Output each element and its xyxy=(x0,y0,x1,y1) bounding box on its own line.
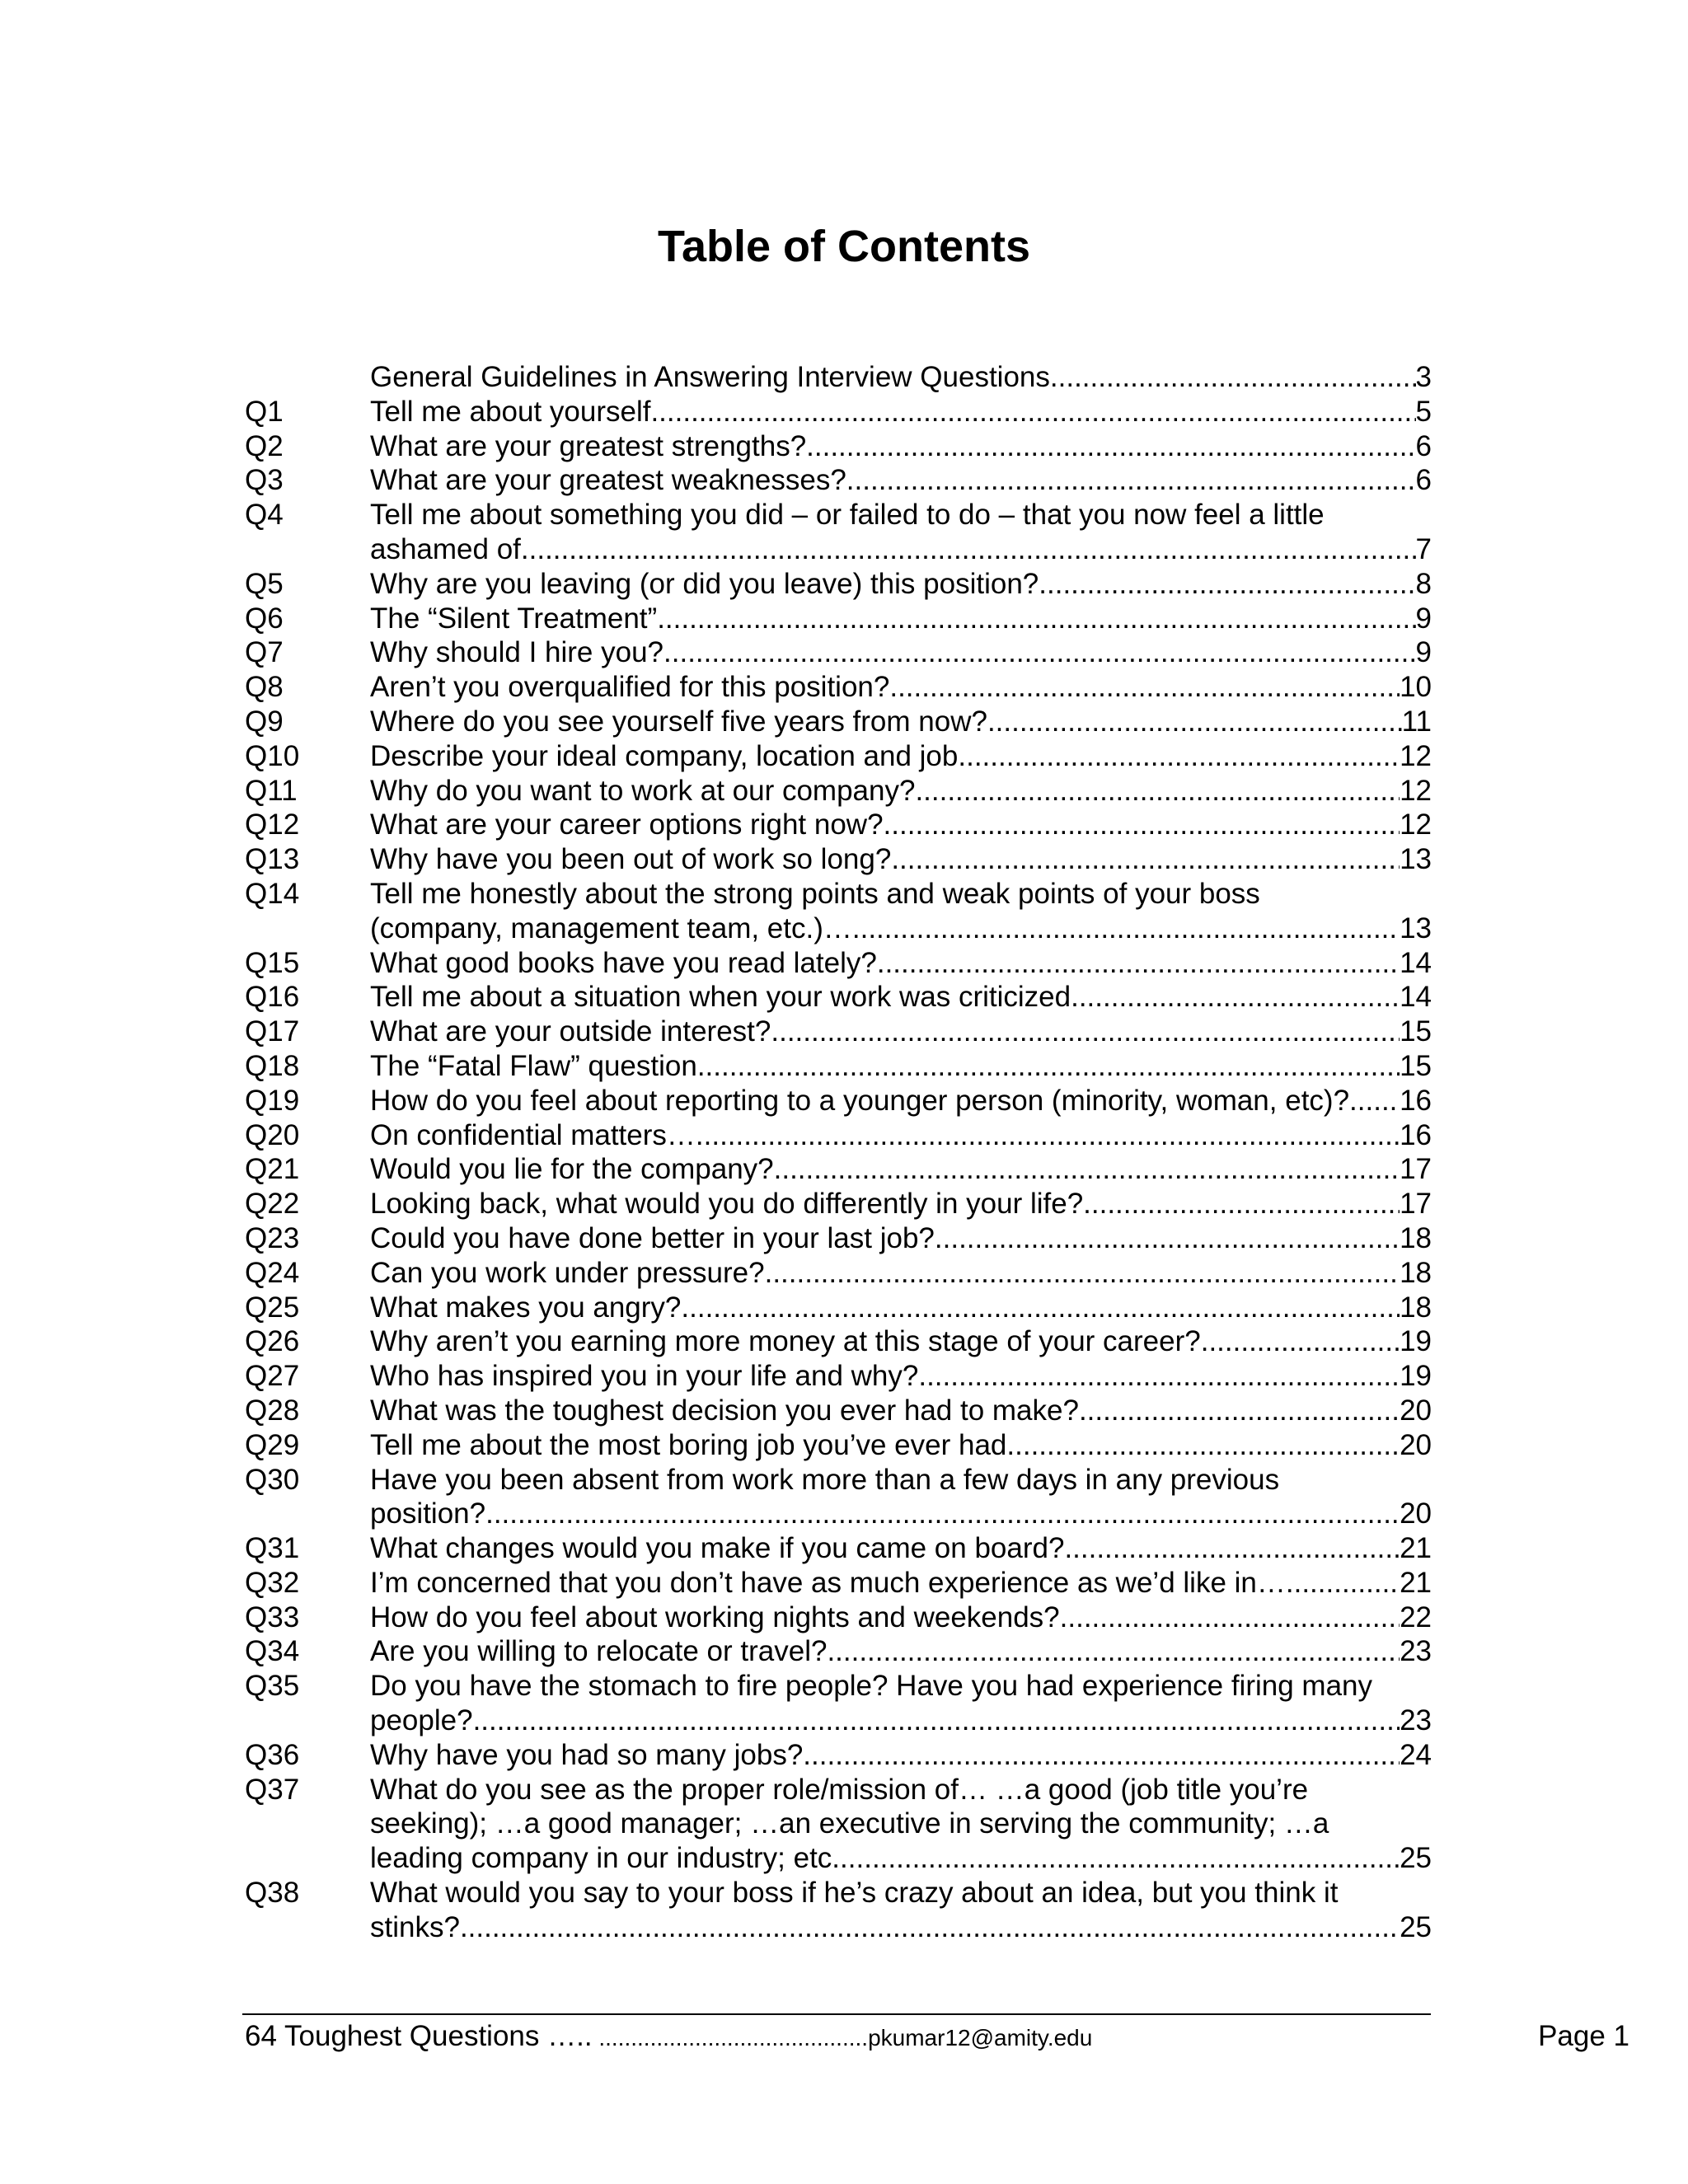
toc-dot-leader xyxy=(987,705,1402,739)
toc-entry-number: Q10 xyxy=(245,739,300,772)
toc-entry-page: 5 xyxy=(1415,395,1432,428)
toc-entry-body xyxy=(370,1152,1432,1187)
toc-entry-number: Q6 xyxy=(245,602,284,635)
toc-entry-page: 14 xyxy=(1400,946,1432,979)
toc-entry-body xyxy=(370,1428,1432,1463)
toc-dot-leader xyxy=(889,670,1400,705)
toc-entry-number: Q17 xyxy=(245,1015,300,1048)
toc-entry xyxy=(245,567,1432,602)
toc-entry-page: 25 xyxy=(1400,1842,1432,1875)
toc-dot-leader xyxy=(884,808,1400,842)
toc-dot-leader xyxy=(827,1634,1400,1669)
toc-entry-body xyxy=(370,980,1432,1015)
toc-entry-title: Are you willing to relocate or travel? xyxy=(370,1635,828,1668)
toc-entry xyxy=(245,1084,1432,1118)
toc-entry-title: I’m concerned that you don’t have as much experience as we’d like in… xyxy=(370,1566,1286,1599)
toc-entry-number: Q4 xyxy=(245,499,284,532)
toc-entry-number: Q1 xyxy=(245,395,284,428)
toc-entry-page: 21 xyxy=(1400,1566,1432,1599)
toc-dot-leader xyxy=(1079,1394,1400,1428)
toc-entry xyxy=(245,877,1432,946)
toc-entry-number: Q23 xyxy=(245,1221,300,1254)
toc-entry-title: Tell me about the most boring job you’ve ever had. xyxy=(370,1428,1015,1461)
toc-entry-number: Q31 xyxy=(245,1532,300,1565)
toc-entry-number: Q33 xyxy=(245,1601,300,1633)
toc-entry-page: 19 xyxy=(1400,1360,1432,1393)
toc-entry-body xyxy=(370,1566,1432,1601)
table-of-contents xyxy=(245,360,1432,1945)
toc-entry-title: Why have you had so many jobs? xyxy=(370,1738,804,1771)
toc-entry-body xyxy=(370,360,1432,395)
toc-entry xyxy=(245,774,1432,808)
toc-entry-body xyxy=(370,1669,1432,1738)
toc-entry xyxy=(245,1566,1432,1601)
toc-entry-page: 21 xyxy=(1400,1532,1432,1565)
toc-entry-title: What good books have you read lately? xyxy=(370,946,877,979)
toc-entry-number: Q20 xyxy=(245,1118,300,1151)
toc-entry xyxy=(245,1324,1432,1359)
toc-entry-number: Q18 xyxy=(245,1049,300,1082)
toc-entry xyxy=(245,980,1432,1015)
toc-entry-number: Q37 xyxy=(245,1773,300,1806)
toc-entry-page: 18 xyxy=(1400,1291,1432,1324)
toc-entry-page: 9 xyxy=(1415,602,1432,635)
toc-entry-number: Q36 xyxy=(245,1738,300,1771)
toc-entry-title: Tell me about yourself. xyxy=(370,395,659,428)
toc-entry-text-continued: Tell me honestly about the strong points and weak points of your boss xyxy=(370,877,1260,910)
toc-dot-leader xyxy=(918,1359,1400,1394)
toc-dot-leader xyxy=(877,946,1400,981)
toc-entry-title: What changes would you make if you came on board? xyxy=(370,1532,1065,1565)
toc-entry-title: The “Fatal Flaw” question xyxy=(370,1049,697,1082)
toc-entry-title: Who has inspired you in your life and why? xyxy=(370,1360,919,1393)
toc-entry xyxy=(245,602,1432,636)
toc-entry-title: Where do you see yourself five years from now? xyxy=(370,705,987,738)
toc-entry-title: leading company in our industry; etc. xyxy=(370,1842,841,1875)
toc-entry-number: Q29 xyxy=(245,1428,300,1461)
toc-entry xyxy=(245,635,1432,670)
toc-dot-leader xyxy=(1286,1566,1400,1601)
toc-entry-page: 7 xyxy=(1415,532,1432,565)
toc-entry xyxy=(245,1118,1432,1153)
toc-entry-number: Q13 xyxy=(245,843,300,876)
toc-entry-body xyxy=(370,1394,1432,1428)
toc-entry-title: What are your greatest weaknesses? xyxy=(370,464,846,497)
toc-dot-leader xyxy=(774,1152,1400,1187)
toc-entry-number: Q3 xyxy=(245,464,284,497)
toc-entry-title: Describe your ideal company, location and job. xyxy=(370,739,967,772)
toc-entry-page: 25 xyxy=(1400,1910,1432,1943)
toc-entry-page: 19 xyxy=(1400,1325,1432,1358)
toc-entry-number: Q26 xyxy=(245,1325,300,1358)
toc-entry xyxy=(245,360,1432,395)
toc-entry-body xyxy=(370,1601,1432,1635)
toc-entry-number: Q7 xyxy=(245,636,284,669)
toc-entry-body xyxy=(370,774,1432,808)
toc-entry-page: 14 xyxy=(1400,981,1432,1014)
toc-entry-number: Q34 xyxy=(245,1635,300,1668)
toc-entry-title: Why do you want to work at our company? xyxy=(370,774,916,807)
toc-entry-number: Q28 xyxy=(245,1394,300,1427)
toc-entry xyxy=(245,842,1432,877)
toc-dot-leader xyxy=(696,1118,1400,1153)
toc-entry-body xyxy=(370,1324,1432,1359)
toc-entry-body xyxy=(370,463,1432,498)
toc-entry-page: 15 xyxy=(1400,1049,1432,1082)
toc-entry-title: position? xyxy=(370,1497,486,1530)
toc-entry-body xyxy=(370,1221,1432,1256)
toc-entry xyxy=(245,395,1432,429)
toc-entry-title: What are your career options right now? xyxy=(370,808,884,841)
toc-entry xyxy=(245,1876,1432,1945)
toc-entry-body xyxy=(370,429,1432,464)
toc-entry-text-continued: Have you been absent from work more than a few days in any previous xyxy=(370,1463,1280,1496)
toc-entry xyxy=(245,670,1432,705)
toc-entry-title: Tell me about a situation when your work was criticized. xyxy=(370,981,1079,1014)
toc-dot-leader xyxy=(663,635,1416,670)
toc-entry-title: How do you feel about reporting to a younger person (minority, woman, etc)? xyxy=(370,1084,1350,1117)
toc-entry-page: 23 xyxy=(1400,1635,1432,1668)
toc-entry-number: Q24 xyxy=(245,1256,300,1289)
toc-entry-title: What was the toughest decision you ever had to make? xyxy=(370,1394,1079,1427)
toc-entry-title: What are your outside interest? xyxy=(370,1015,771,1048)
toc-entry-body xyxy=(370,1359,1432,1394)
toc-entry-page: 17 xyxy=(1400,1153,1432,1186)
toc-entry-title: ashamed of. xyxy=(370,532,529,565)
toc-entry-title: Why have you been out of work so long? xyxy=(370,843,892,876)
toc-entry-body xyxy=(370,808,1432,842)
toc-dot-leader xyxy=(840,1841,1400,1876)
toc-dot-leader xyxy=(657,602,1415,636)
toc-entry-page: 11 xyxy=(1401,705,1432,738)
toc-dot-leader xyxy=(966,739,1400,774)
toc-entry xyxy=(245,498,1432,567)
toc-dot-leader xyxy=(765,1256,1400,1291)
toc-entry-title: people? xyxy=(370,1704,473,1737)
toc-entry-body xyxy=(370,1118,1432,1153)
toc-entry-body xyxy=(370,670,1432,705)
toc-entry-title: What makes you angry? xyxy=(370,1291,682,1324)
toc-entry-page: 12 xyxy=(1400,739,1432,772)
toc-entry-page: 17 xyxy=(1400,1188,1432,1221)
toc-dot-leader xyxy=(1015,1428,1400,1463)
toc-dot-leader xyxy=(697,1049,1400,1084)
toc-entry-body xyxy=(370,1291,1432,1325)
toc-dot-leader xyxy=(485,1497,1400,1531)
toc-entry-body xyxy=(370,1187,1432,1221)
page-footer xyxy=(245,2016,1629,2057)
toc-entry-number: Q14 xyxy=(245,877,300,910)
toc-entry-number: Q19 xyxy=(245,1084,300,1117)
toc-entry xyxy=(245,1049,1432,1084)
toc-entry-page: 20 xyxy=(1400,1428,1432,1461)
toc-entry xyxy=(245,1738,1432,1773)
toc-entry-title: On confidential matters… xyxy=(370,1118,696,1151)
toc-entry-title: Aren’t you overqualified for this position? xyxy=(370,671,890,704)
toc-entry-title: Would you lie for the company? xyxy=(370,1153,774,1186)
toc-entry xyxy=(245,1601,1432,1635)
toc-entry-number: Q21 xyxy=(245,1153,300,1186)
toc-entry-title: Looking back, what would you do differently in your life? xyxy=(370,1188,1084,1221)
toc-entry-body xyxy=(370,1773,1432,1876)
toc-entry-number: Q11 xyxy=(245,774,298,807)
toc-dot-leader xyxy=(460,1910,1400,1945)
toc-entry-text-continued: seeking); …a good manager; …an executive in serving the community; …a xyxy=(370,1807,1329,1840)
toc-entry xyxy=(245,1015,1432,1049)
footer-page-number: Page 1 xyxy=(1538,2020,1629,2052)
toc-entry xyxy=(245,1152,1432,1187)
toc-entry-title: stinks? xyxy=(370,1910,460,1943)
toc-dot-leader xyxy=(915,774,1400,808)
toc-entry xyxy=(245,1773,1432,1876)
toc-entry-page: 23 xyxy=(1400,1704,1432,1737)
toc-entry-page: 20 xyxy=(1400,1497,1432,1530)
toc-entry-body xyxy=(370,602,1432,636)
toc-entry-body xyxy=(370,1256,1432,1291)
toc-dot-leader xyxy=(846,463,1416,498)
toc-dot-leader xyxy=(1050,360,1416,395)
toc-entry xyxy=(245,1291,1432,1325)
toc-entry xyxy=(245,1187,1432,1221)
toc-entry-number: Q30 xyxy=(245,1463,300,1496)
toc-entry-page: 6 xyxy=(1415,429,1432,462)
toc-entry-page: 10 xyxy=(1400,671,1432,704)
toc-dot-leader xyxy=(803,1738,1400,1773)
footer-divider xyxy=(242,2013,1431,2015)
toc-entry-page: 20 xyxy=(1400,1394,1432,1427)
toc-entry-body xyxy=(370,395,1432,429)
toc-entry xyxy=(245,1428,1432,1463)
toc-entry xyxy=(245,1669,1432,1738)
toc-entry-page: 13 xyxy=(1400,843,1432,876)
toc-entry-title: General Guidelines in Answering Interview Questions xyxy=(370,361,1050,393)
toc-entry-page: 15 xyxy=(1400,1015,1432,1048)
toc-entry xyxy=(245,1359,1432,1394)
toc-entry-body xyxy=(370,567,1432,602)
toc-dot-leader xyxy=(1349,1084,1400,1118)
toc-entry-page: 24 xyxy=(1400,1738,1432,1771)
toc-dot-leader xyxy=(1079,980,1400,1015)
toc-dot-leader xyxy=(852,912,1400,946)
toc-entry-text-continued: Tell me about something you did – or failed to do – that you now feel a little xyxy=(370,499,1325,532)
toc-entry-title: Why should I hire you? xyxy=(370,636,664,669)
toc-entry-body xyxy=(370,946,1432,981)
toc-dot-leader xyxy=(1060,1601,1400,1635)
toc-dot-leader xyxy=(891,842,1400,877)
toc-entry-body xyxy=(370,1738,1432,1773)
toc-entry-body xyxy=(370,705,1432,739)
toc-entry xyxy=(245,739,1432,774)
toc-dot-leader xyxy=(771,1015,1400,1049)
toc-entry xyxy=(245,463,1432,498)
toc-dot-leader xyxy=(681,1291,1400,1325)
toc-entry-body xyxy=(370,739,1432,774)
toc-entry-number: Q32 xyxy=(245,1566,300,1599)
toc-entry xyxy=(245,705,1432,739)
toc-entry-number: Q38 xyxy=(245,1877,300,1910)
toc-entry-page: 12 xyxy=(1400,774,1432,807)
toc-entry-text-continued: What do you see as the proper role/mission of… …a good (job title you’re xyxy=(370,1773,1309,1806)
toc-entry-body xyxy=(370,1049,1432,1084)
toc-entry-page: 3 xyxy=(1415,361,1432,393)
toc-entry-number: Q16 xyxy=(245,981,300,1014)
toc-entry-body xyxy=(370,1634,1432,1669)
toc-entry-body xyxy=(370,498,1432,567)
toc-entry xyxy=(245,808,1432,842)
toc-dot-leader xyxy=(1083,1187,1400,1221)
toc-entry-title: The “Silent Treatment” xyxy=(370,602,658,635)
toc-entry-number: Q5 xyxy=(245,567,284,600)
toc-entry xyxy=(245,1221,1432,1256)
toc-dot-leader xyxy=(529,532,1416,567)
toc-entry xyxy=(245,1531,1432,1566)
toc-entry xyxy=(245,1463,1432,1532)
toc-entry xyxy=(245,1394,1432,1428)
footer-title-text: 64 Toughest Questions ….. xyxy=(245,2020,593,2052)
toc-entry-number: Q12 xyxy=(245,808,300,841)
toc-dot-leader xyxy=(806,429,1415,464)
toc-entry-title: Could you have done better in your last job? xyxy=(370,1221,935,1254)
toc-entry-title: Why aren’t you earning more money at this stage of your career? xyxy=(370,1325,1201,1358)
toc-entry-body xyxy=(370,1015,1432,1049)
toc-entry-page: 9 xyxy=(1415,636,1432,669)
toc-entry-number: Q15 xyxy=(245,946,300,979)
toc-entry xyxy=(245,1256,1432,1291)
toc-entry xyxy=(245,1634,1432,1669)
toc-entry-page: 12 xyxy=(1400,808,1432,841)
toc-dot-leader xyxy=(473,1704,1400,1738)
toc-entry-page: 22 xyxy=(1400,1601,1432,1633)
toc-entry-number: Q22 xyxy=(245,1188,300,1221)
toc-dot-leader xyxy=(1064,1531,1400,1566)
toc-entry-text-continued: Do you have the stomach to fire people? Have you had experience firing many xyxy=(370,1670,1372,1703)
toc-entry-number: Q8 xyxy=(245,671,284,704)
toc-entry xyxy=(245,946,1432,981)
toc-entry-title: (company, management team, etc.)… xyxy=(370,912,852,944)
toc-entry-page: 13 xyxy=(1400,912,1432,944)
toc-entry-number: Q25 xyxy=(245,1291,300,1324)
toc-entry-page: 6 xyxy=(1415,464,1432,497)
toc-dot-leader xyxy=(935,1221,1400,1256)
toc-entry-body xyxy=(370,635,1432,670)
toc-entry-page: 16 xyxy=(1400,1118,1432,1151)
toc-entry-page: 18 xyxy=(1400,1256,1432,1289)
toc-dot-leader xyxy=(1039,567,1415,602)
footer-document-title xyxy=(245,2016,1092,2059)
toc-dot-leader xyxy=(1201,1324,1400,1359)
toc-entry-number: Q2 xyxy=(245,429,284,462)
footer-email: ..........................................pkumar12@amity.edu xyxy=(592,2025,1093,2050)
toc-entry-page: 16 xyxy=(1400,1084,1432,1117)
page-title: Table of Contents xyxy=(658,222,1030,271)
toc-entry-body xyxy=(370,842,1432,877)
toc-entry-text-continued: What would you say to your boss if he’s crazy about an idea, but you think it xyxy=(370,1877,1339,1910)
toc-entry-title: Can you work under pressure? xyxy=(370,1256,765,1289)
toc-entry-number: Q35 xyxy=(245,1670,300,1703)
toc-dot-leader xyxy=(659,395,1415,429)
toc-entry-number: Q9 xyxy=(245,705,284,738)
toc-entry-page: 8 xyxy=(1415,567,1432,600)
toc-entry-page: 18 xyxy=(1400,1221,1432,1254)
toc-entry-title: What are your greatest strengths? xyxy=(370,429,807,462)
toc-entry-body xyxy=(370,1531,1432,1566)
toc-entry-body xyxy=(370,1463,1432,1532)
toc-entry-body xyxy=(370,877,1432,946)
toc-entry-title: Why are you leaving (or did you leave) this position? xyxy=(370,567,1039,600)
toc-entry xyxy=(245,429,1432,464)
toc-entry-title: How do you feel about working nights and weekends? xyxy=(370,1601,1060,1633)
toc-entry-number: Q27 xyxy=(245,1360,300,1393)
toc-entry-body xyxy=(370,1876,1432,1945)
toc-entry-body xyxy=(370,1084,1432,1118)
